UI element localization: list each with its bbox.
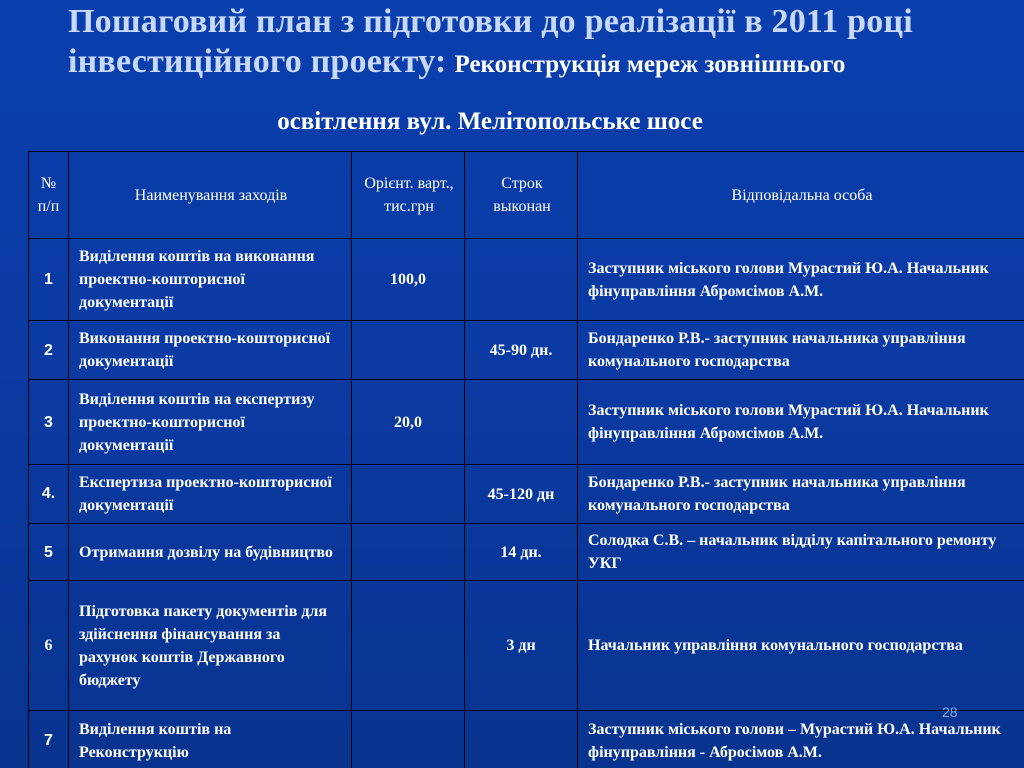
- cell-person: Заступник міського голови Мурастий Ю.А. Начальник фінуправління Абромсімов А.М.: [578, 239, 1024, 321]
- cell-cost: 100,0: [352, 239, 465, 321]
- cell-term: 14 дн.: [465, 524, 578, 581]
- table-row: [29, 711, 1024, 768]
- cell-num: 5: [29, 524, 69, 581]
- cell-cost: [352, 711, 465, 768]
- cell-name: Виділення коштів на експертизу проектно-кошторисної документації: [69, 380, 352, 465]
- cell-num: 3: [29, 380, 69, 465]
- title-line-1: Пошаговий план з підготовки до реалізації в 2011 році: [68, 3, 913, 40]
- cell-term: 3 дн: [465, 581, 578, 711]
- cell-num: 7: [29, 711, 69, 768]
- cell-cost: 20,0: [352, 380, 465, 465]
- plan-table: [28, 151, 1024, 768]
- cell-cost: [352, 321, 465, 380]
- cell-cost: [352, 465, 465, 524]
- cell-person: Заступник міського голови – Мурастий Ю.А. Начальник фінуправління - Абросімов А.М.: [578, 711, 1024, 768]
- cell-num: 1: [29, 239, 69, 321]
- header-num: [29, 152, 69, 239]
- cell-num: 6: [29, 581, 69, 711]
- table-row: [29, 321, 1024, 380]
- cell-name: Отримання дозвілу на будівництво: [69, 524, 352, 581]
- cell-num: [29, 465, 69, 524]
- title-line-2: [68, 42, 1008, 88]
- cell-name: Експертиза проектно-кошторисної документації: [69, 465, 352, 524]
- cell-num-text: 4.: [41, 485, 56, 502]
- cell-name: Підготовка пакету документів для здійснення фінансування за рахунок коштів Державного бюджету: [69, 581, 352, 711]
- header-num-label: № п/п: [37, 175, 60, 215]
- table-header-row: [29, 152, 1024, 239]
- table-row: [29, 581, 1024, 711]
- cell-person: Начальник управління комунального господарства: [578, 581, 1024, 711]
- title-line-2-main: інвестиційного проекту:: [68, 43, 447, 80]
- cell-cost: [352, 524, 465, 581]
- header-name: Наименування заходів: [69, 152, 352, 239]
- title-line-2-project: Реконструкція мереж зовнішнього: [454, 51, 846, 78]
- slide-subtitle: освітлення вул. Мелітопольське шосе: [277, 108, 703, 135]
- cell-cost: [352, 581, 465, 711]
- header-term: Строк выконан: [465, 152, 578, 239]
- page-number: 28: [942, 704, 958, 720]
- slide-title: [68, 2, 1008, 88]
- cell-num: 2: [29, 321, 69, 380]
- table-row: [29, 239, 1024, 321]
- cell-name: Виконання проектно-кошторисної документації: [69, 321, 352, 380]
- cell-term: [465, 239, 578, 321]
- cell-name: Виділення коштів на виконання проектно-кошторисної документації: [69, 239, 352, 321]
- cell-term: [465, 380, 578, 465]
- cell-name: Виділення коштів на Реконструкцію: [69, 711, 352, 768]
- cell-person: Бондаренко Р.В.- заступник начальника управління комунального господарства: [578, 465, 1024, 524]
- table-row: [29, 380, 1024, 465]
- table-row: [29, 524, 1024, 581]
- cell-person: Бондаренко Р.В.- заступник начальника управління комунального господарства: [578, 321, 1024, 380]
- cell-term: 45-90 дн.: [465, 321, 578, 380]
- table-row: [29, 465, 1024, 524]
- cell-term: 45-120 дн: [465, 465, 578, 524]
- cell-term: [465, 711, 578, 768]
- cell-person: Заступник міського голови Мурастий Ю.А. Начальник фінуправління Абромсімов А.М.: [578, 380, 1024, 465]
- cell-person: Солодка С.В. – начальник відділу капітального ремонту УКГ: [578, 524, 1024, 581]
- header-cost: Орієнт. варт., тис.грн: [352, 152, 465, 239]
- header-person: Відповідальна особа: [578, 152, 1024, 239]
